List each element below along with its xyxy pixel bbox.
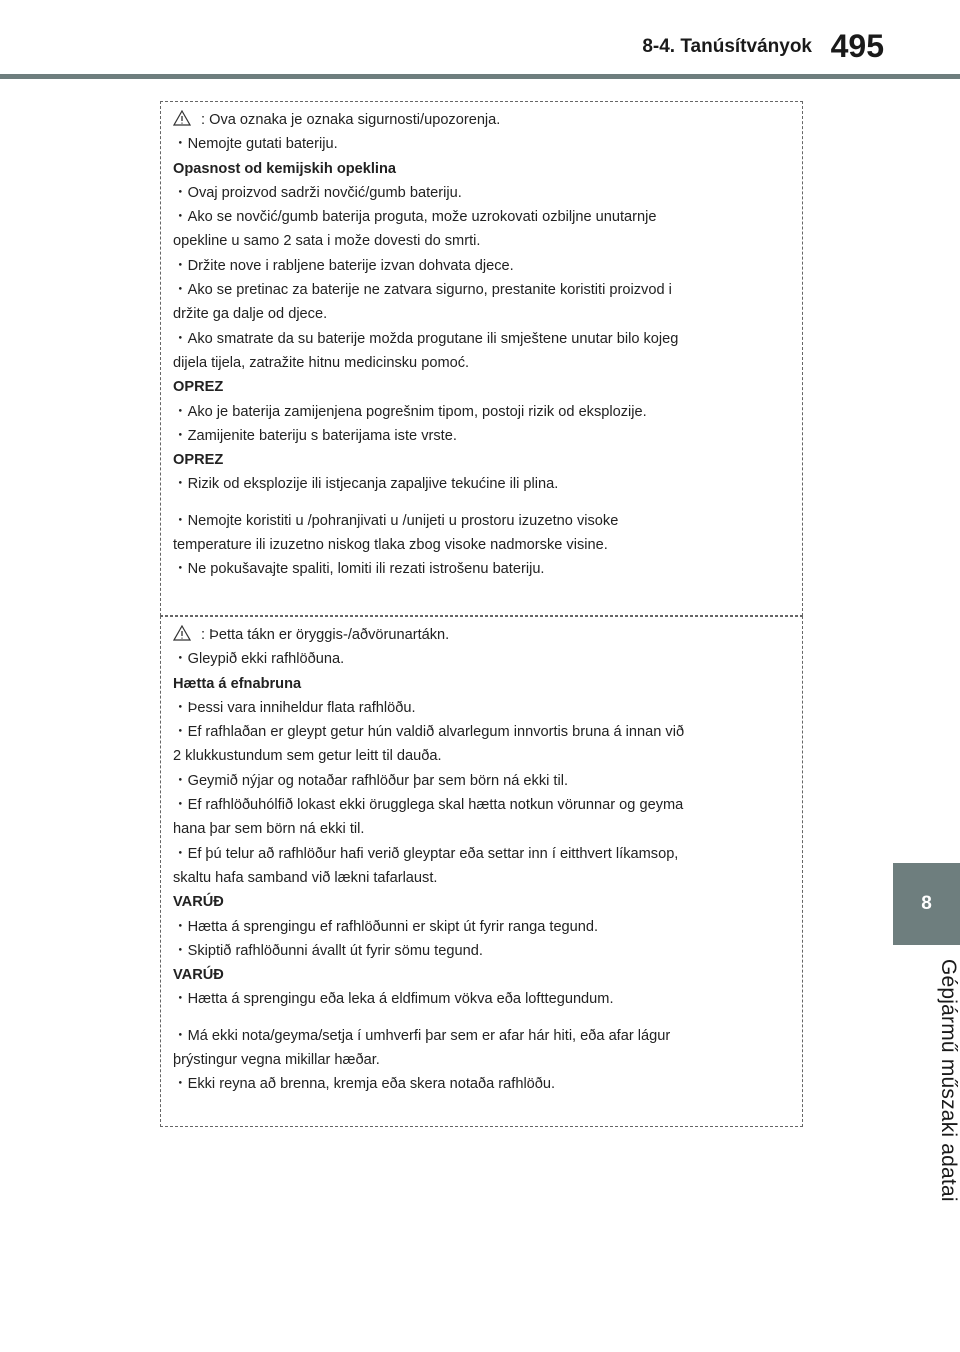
scanned-certificate-notice <box>160 99 803 1129</box>
notice-line-text: ・Ne pokušavajte spaliti, lomiti ili rezati istrošenu bateriju. <box>173 561 545 578</box>
notice-line <box>173 720 794 744</box>
notice-box-croatian <box>160 101 803 616</box>
notice-line-text: ・Ako smatrate da su baterije možda progutane ili smještene unutar bilo kojeg <box>173 330 679 347</box>
chapter-tab-number: 8 <box>921 893 932 914</box>
notice-line-text: ・Ef rafhlaðan er gleypt getur hún valdið alvarlegum innvortis bruna á innan við <box>173 724 685 741</box>
notice-line <box>173 424 794 448</box>
chapter-label: Gépjármű műszaki adatai <box>937 958 960 1202</box>
notice-text-croatian <box>173 108 794 582</box>
notice-line-text: ・Geymið nýjar og notaðar rafhlöður þar sem börn ná ekki til. <box>173 772 569 789</box>
notice-line <box>173 623 794 647</box>
notice-line <box>173 842 794 866</box>
chapter-tab[interactable] <box>893 863 960 945</box>
notice-line <box>173 915 794 939</box>
notice-line <box>173 793 794 817</box>
notice-line <box>173 890 794 914</box>
notice-line-text: ・Držite nove i rabljene baterije izvan dohvata djece. <box>173 257 514 274</box>
notice-line <box>173 817 794 841</box>
notice-line-text: 2 klukkustundum sem getur leitt til dauða. <box>173 748 442 765</box>
notice-line <box>173 963 794 987</box>
warning-triangle-icon <box>173 625 191 641</box>
notice-line-text: opekline u samo 2 sata i može dovesti do smrti. <box>173 233 481 250</box>
notice-line-text: Hætta á efnabruna <box>173 675 302 692</box>
section-title: 8-4. Tanúsítványok <box>642 36 812 57</box>
notice-line-text: ・Rizik od eksplozije ili istjecanja zapaljive tekućine ili plina. <box>173 476 559 493</box>
notice-line-text: ・Þessi vara inniheldur flata rafhlöðu. <box>173 699 416 716</box>
notice-line <box>173 108 794 132</box>
notice-line <box>173 132 794 156</box>
notice-line-text: ・Ef þú telur að rafhlöður hafi verið gleyptar eða settar inn í eitthvert líkamsop, <box>173 845 679 862</box>
notice-box-icelandic <box>160 616 803 1127</box>
notice-line <box>173 557 794 581</box>
notice-line-text: ・Má ekki nota/geyma/setja í umhverfi þar sem er afar hár hiti, eða afar lágur <box>173 1027 671 1044</box>
notice-line-text: Opasnost od kemijskih opeklina <box>173 160 397 177</box>
notice-line-text: skaltu hafa samband við lækni tafarlaust. <box>173 869 438 886</box>
notice-line-text: držite ga dalje od djece. <box>173 306 328 323</box>
notice-line <box>173 509 794 533</box>
notice-line <box>173 448 794 472</box>
notice-line <box>173 647 794 671</box>
notice-line <box>173 254 794 278</box>
notice-line <box>173 1072 794 1096</box>
notice-line-text: ・Ako je baterija zamijenjena pogrešnim tipom, postoji rizik od eksplozije. <box>173 403 647 420</box>
notice-line-text: þrýstingur vegna mikillar hæðar. <box>173 1052 380 1069</box>
notice-line-text: VARÚÐ <box>173 967 224 984</box>
notice-text-icelandic <box>173 623 794 1097</box>
warning-triangle-icon <box>173 110 191 126</box>
notice-line <box>173 351 794 375</box>
notice-line-text: OPREZ <box>173 452 224 469</box>
notice-line <box>173 939 794 963</box>
notice-line-text: temperature ili izuzetno niskog tlaka zbog visoke nadmorske visine. <box>173 537 608 554</box>
notice-line <box>173 1024 794 1048</box>
notice-line-text: VARÚÐ <box>173 894 224 911</box>
notice-line <box>173 205 794 229</box>
notice-line-text: ・Hætta á sprengingu eða leka á eldfimum vökva eða lofttegundum. <box>173 991 614 1008</box>
notice-line-text: : Ova oznaka je oznaka sigurnosti/upozorenja. <box>201 112 501 128</box>
notice-line-text: hana þar sem börn ná ekki til. <box>173 821 365 838</box>
notice-line <box>173 987 794 1011</box>
notice-line-text: ・Ekki reyna að brenna, kremja eða skera notaða rafhlöðu. <box>173 1076 556 1093</box>
notice-line <box>173 229 794 253</box>
notice-line <box>173 472 794 496</box>
notice-line-text: ・Hætta á sprengingu ef rafhlöðunni er skipt út fyrir ranga tegund. <box>173 918 599 935</box>
page-number: 495 <box>830 28 884 64</box>
notice-line <box>173 278 794 302</box>
notice-line <box>173 181 794 205</box>
notice-line-text: dijela tijela, zatražite hitnu medicinsku pomoć. <box>173 354 470 371</box>
notice-line-text: ・Ovaj proizvod sadrži novčić/gumb bateriju. <box>173 184 462 201</box>
notice-line <box>173 1048 794 1072</box>
notice-line-text: ・Nemojte koristiti u /pohranjivati u /unijeti u prostoru izuzetno visoke <box>173 512 619 529</box>
notice-line <box>173 302 794 326</box>
notice-line <box>173 672 794 696</box>
notice-line <box>173 400 794 424</box>
notice-line-text: OPREZ <box>173 379 224 396</box>
notice-line-text: ・Gleypið ekki rafhlöðuna. <box>173 651 345 668</box>
notice-line <box>173 533 794 557</box>
notice-line <box>173 769 794 793</box>
notice-line-text: ・Zamijenite bateriju s baterijama iste vrste. <box>173 427 457 444</box>
notice-line-text: ・Nemojte gutati bateriju. <box>173 136 338 153</box>
notice-line <box>173 157 794 181</box>
notice-line-text: ・Ef rafhlöðuhólfið lokast ekki örugglega skal hætta notkun vörunnar og geyma <box>173 797 684 814</box>
page-header <box>0 0 960 80</box>
notice-line-text: ・Skiptið rafhlöðunni ávallt út fyrir sömu tegund. <box>173 942 483 959</box>
notice-line-text: ・Ako se novčić/gumb baterija proguta, može uzrokovati ozbiljne unutarnje <box>173 209 657 226</box>
notice-line <box>173 327 794 351</box>
header-rule <box>0 74 960 79</box>
notice-line <box>173 696 794 720</box>
notice-line <box>173 744 794 768</box>
notice-line-text: : Þetta tákn er öryggis-/aðvörunartákn. <box>201 627 450 643</box>
notice-line <box>173 866 794 890</box>
notice-line-text: ・Ako se pretinac za baterije ne zatvara sigurno, prestanite koristiti proizvod i <box>173 282 672 299</box>
notice-line <box>173 375 794 399</box>
